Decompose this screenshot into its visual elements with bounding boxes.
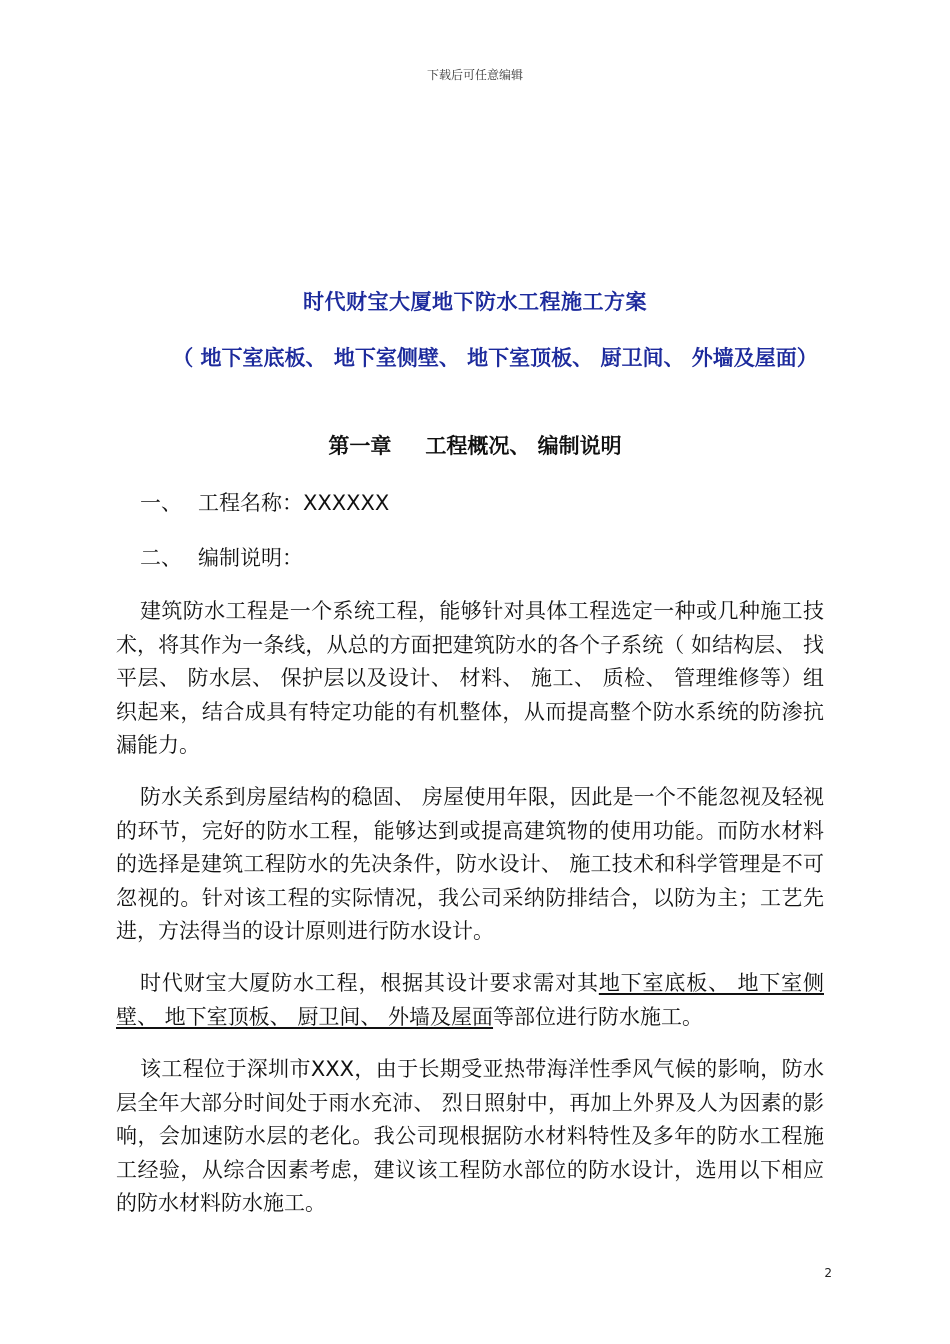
- chapter-name: 工程概况、 编制说明: [425, 434, 622, 458]
- paragraph-3-tail: 等部位进行防水施工。: [493, 1004, 704, 1029]
- chapter-heading: [0, 430, 950, 460]
- paragraph-3: [116, 967, 824, 1034]
- paragraph-4: 该工程位于深圳市XXX，由于长期受亚热带海洋性季风气候的影响，防水层全年大部分时间处于雨水充沛、 烈日照射中，再加上外界及人为因素的影响，会加速防水层的老化。我公司现根据防水材料特性及多年的防水工程施工经验，从综合因素考虑，建议该工程防水部位的防水设计，选用以下相应的防水材料防水施工。: [116, 1057, 824, 1215]
- section-text: 工程名称：XXXXXX: [198, 491, 390, 515]
- header-note: 下载后可任意编辑: [426, 68, 523, 82]
- section-number: 一、: [140, 491, 182, 515]
- paragraph-3-underlined-parts: 地下室底板、 地下室侧壁、 地下室顶板、 厨卫间、 外墙及屋面: [116, 971, 824, 1029]
- section-number: 二、: [140, 546, 182, 570]
- section-text: 编制说明：: [198, 546, 303, 570]
- page-number: 2: [824, 1266, 832, 1280]
- paragraph-3-lead: 时代财宝大厦防水工程，根据其设计要求需对其: [140, 971, 599, 995]
- section-item-description: [140, 542, 303, 572]
- paragraph-1: 建筑防水工程是一个系统工程，能够针对具体工程选定一种或几种施工技术，将其作为一条线，从总的方面把建筑防水的各个子系统（ 如结构层、 找平层、 防水层、 保护层以及设计、 材料、 施工、 质检、 管理维修等）组织起来，结合成具有特定功能的有机整体，从而提高整个防水系统的防渗抗漏能力。: [116, 599, 824, 757]
- chapter-number: 第一章: [328, 434, 392, 458]
- document-subtitle: （ 地下室底板、 地下室侧壁、 地下室顶板、 厨卫间、 外墙及屋面）: [172, 346, 818, 370]
- section-item-project-name: [140, 487, 389, 517]
- document-title: 时代财宝大厦地下防水工程施工方案: [303, 290, 647, 314]
- paragraph-2: 防水关系到房屋结构的稳固、 房屋使用年限，因此是一个不能忽视及轻视的环节，完好的防水工程，能够达到或提高建筑物的使用功能。而防水材料的选择是建筑工程防水的先决条件，防水设计、 施工技术和科学管理是不可忽视的。针对该工程的实际情况，我公司采纳防排结合，以防为主；工艺先进，方法得当的设计原则进行防水设计。: [116, 785, 824, 943]
